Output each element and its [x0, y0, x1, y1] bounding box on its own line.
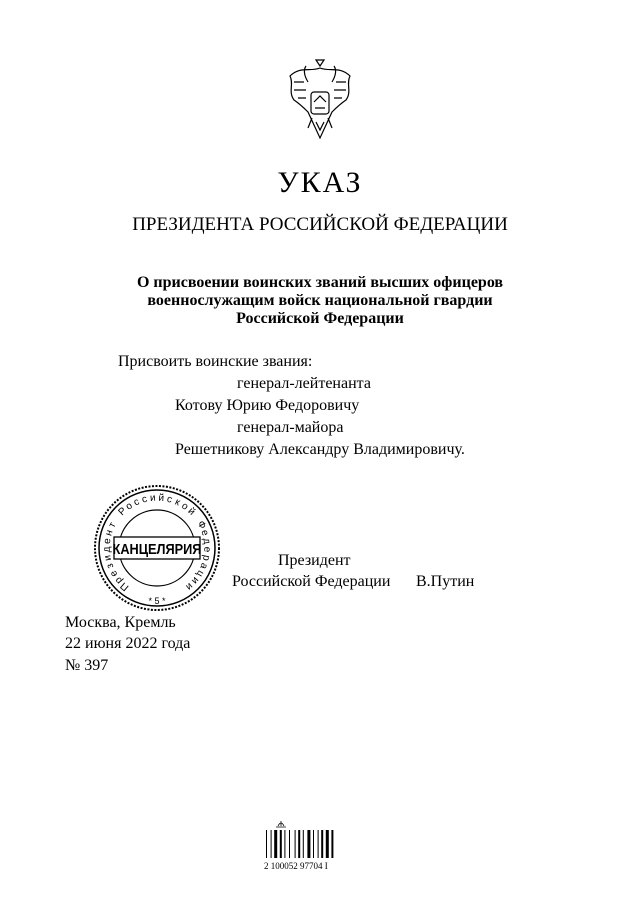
stamp-ring-letter: Р — [116, 505, 129, 519]
barcode-bar — [318, 830, 319, 858]
stamp-ring-letter: а — [197, 561, 210, 571]
stamp-ring-letter: д — [200, 537, 213, 545]
stamp-ring-letter: т — [106, 520, 119, 530]
person-2: Решетникову Александру Владимировичу. — [175, 441, 465, 458]
stamp-ring-letter: е — [107, 568, 121, 579]
footer-number: № 397 — [65, 657, 109, 674]
footer-place: Москва, Кремль — [65, 614, 176, 631]
barcode-logo-icon — [276, 821, 286, 827]
chancellery-stamp — [92, 483, 222, 613]
signature-title-line1: Президент — [278, 552, 351, 569]
stamp-ring-letter: н — [103, 528, 116, 538]
barcode-bar — [331, 830, 333, 858]
stamp-ring-letter: е — [201, 546, 213, 553]
barcode-bar — [280, 830, 282, 858]
stamp-ring-letter: р — [113, 574, 125, 586]
barcode-digits: 2 100052 97704 I — [264, 861, 328, 871]
stamp-ring-letter: с — [165, 493, 174, 506]
stamp-ring-letter: е — [101, 537, 114, 545]
barcode-bar — [307, 830, 310, 858]
barcode-bar — [326, 830, 329, 858]
document-type-title: УКАЗ — [277, 166, 363, 199]
stamp-ring-letter: о — [123, 500, 135, 513]
barcode-bar — [295, 830, 296, 858]
heading-line: О присвоении воинских званий высших офицеров — [136, 274, 504, 291]
barcode-bar — [321, 830, 323, 858]
stamp-number: * 5 * — [148, 596, 166, 606]
stamp-ring-letter: и — [183, 580, 195, 593]
stamp-ring-letter: с — [132, 496, 142, 509]
barcode-bar — [298, 830, 300, 858]
stamp-ring-letter: о — [179, 500, 191, 513]
barcode-bar — [284, 830, 285, 858]
barcode — [262, 818, 344, 878]
barcode-bar — [289, 830, 290, 858]
stamp-ring-letter: к — [173, 496, 182, 509]
stamp-ring-letter: д — [101, 546, 113, 553]
stamp-ring-letter: ц — [193, 568, 207, 579]
issuer-subtitle: ПРЕЗИДЕНТА РОССИЙСКОЙ ФЕДЕРАЦИИ — [132, 214, 508, 235]
barcode-bar — [274, 830, 277, 858]
signatory-name: В.Путин — [416, 573, 475, 590]
coat-of-arms-emblem-icon — [280, 52, 360, 142]
barcode-bar — [303, 830, 304, 858]
barcode-bar — [271, 830, 272, 858]
person-1: Котову Юрию Федоровичу — [175, 397, 360, 414]
stamp-ring-letter: и — [102, 554, 115, 562]
signature-title-line2: Российской Федерации — [232, 573, 391, 590]
stamp-ring-letter: и — [188, 574, 202, 586]
stamp-ring-letter: й — [157, 492, 165, 505]
footer-date: 22 июня 2022 года — [65, 635, 191, 652]
body-intro: Присвоить воинские звания: — [118, 353, 313, 370]
stamp-ring-letter: й — [185, 505, 198, 518]
stamp-ring-letter: и — [149, 492, 157, 505]
stamp-ring-letter: р — [199, 554, 212, 562]
barcode-bar — [266, 830, 267, 858]
rank-2: генерал-майора — [237, 419, 344, 436]
stamp-ring-letter: П — [118, 579, 132, 593]
rank-1: генерал-лейтенанта — [237, 375, 371, 392]
stamp-center-text: КАНЦЕЛЯРИЯ — [112, 539, 202, 558]
stamp-ring-letter: Ф — [194, 519, 208, 532]
stamp-ring-letter: е — [198, 528, 211, 538]
stamp-ring-letter: з — [104, 561, 117, 571]
stamp-ring-letter: с — [140, 493, 149, 506]
heading-line: военнослужащим войск национальной гвардии — [147, 292, 493, 309]
heading-line: Российской Федерации — [236, 310, 404, 327]
barcode-bar — [313, 830, 314, 858]
